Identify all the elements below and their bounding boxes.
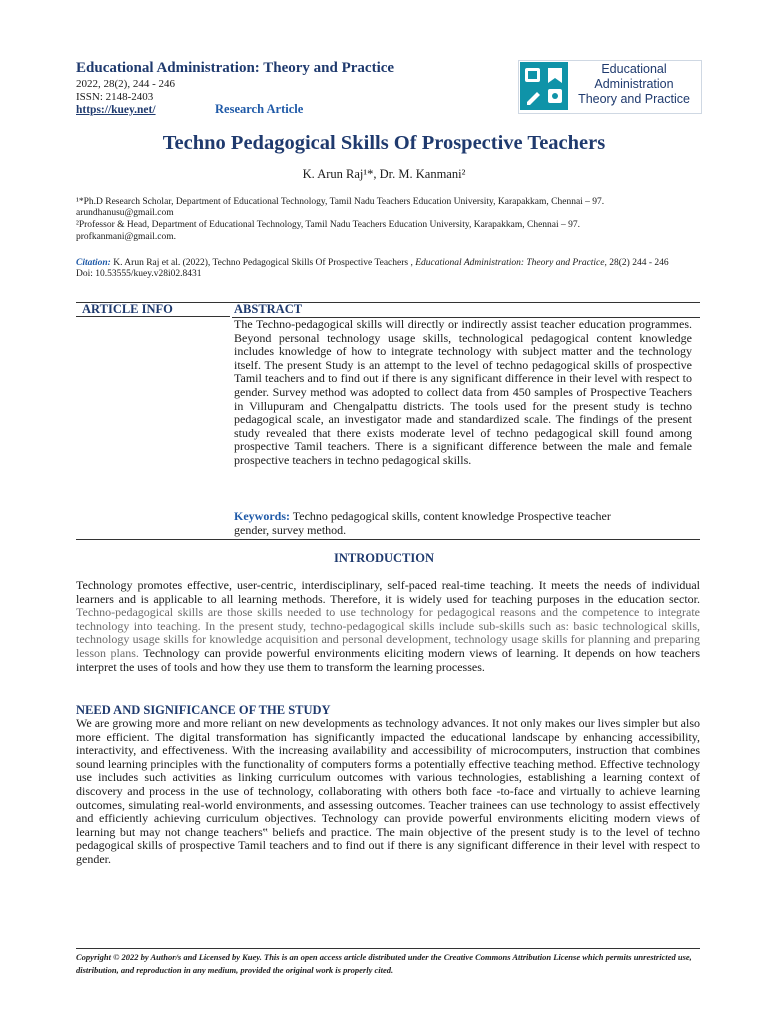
- keywords-block: [234, 510, 700, 537]
- citation-volume: , 28(2) 244 - 246: [604, 258, 669, 268]
- introduction-heading: INTRODUCTION: [333, 551, 434, 565]
- intro-text-3: Technology can provide powerful environments eliciting modern views of learning. It depends on how teachers interpret the uses of tools and how they use them to transform the learning processes.: [76, 645, 700, 674]
- journal-title: Educational Administration: Theory and Practice: [76, 60, 395, 76]
- paper-title: Techno Pedagogical Skills Of Prospective Teachers: [162, 132, 606, 154]
- keywords-line-1: Techno pedagogical skills, content knowledge Prospective teacher: [290, 509, 611, 523]
- citation-block: [76, 258, 700, 280]
- logo-text: [572, 62, 696, 107]
- abstract-text: The Techno-pedagogical skills will directly or indirectly assist teacher education programmes. Beyond personal technology usage skills, technological pedagogical content knowledge includes knowledge of how to integrate technology with subject matter and the technology itself. The present Study is an attempt to the level of techno pedagogical skills of prospective Tamil teachers and to find out if there is any significant difference in their level with respect to gender. Survey method was adopted to collect data from 450 samples of Prospective Teachers in Villupuram and Chengalpattu districts. The tools used for the present study is techno pedagogical scale, an investigator made and standardized scale. The findings of the present study revealed that there exists moderate level of techno pedagogical skill found among prospective Tamil teachers. There is a significant difference between the male and female prospective teachers in techno pedagogical skills.: [234, 317, 692, 467]
- logo-icon-grid: [520, 62, 568, 110]
- affiliation-2: ²Professor & Head, Department of Educational Technology, Tamil Nadu Teachers Education University, Karapakkam, Chennai – 97.: [76, 220, 581, 230]
- journal-url-link[interactable]: https://kuey.net/: [76, 104, 156, 116]
- need-significance-heading: NEED AND SIGNIFICANCE OF THE STUDY: [76, 703, 331, 717]
- divider-bottom: [76, 539, 700, 540]
- intro-text-2: Techno-pedagogical skills are those skills needed to use technology for pedagogical reasons and the competence to integrate technology into teaching. In the present study, techno-pedagogical skills include sub-skills such as: basic technological skills, technology usage skills for knowledge acquisition and personal development, technology usage skills for planning and preparing lesson plans.: [76, 605, 700, 660]
- journal-volume: 2022, 28(2), 244 - 246: [76, 78, 175, 90]
- logo-line-1: Educational: [601, 62, 667, 76]
- abstract-heading: ABSTRACT: [234, 302, 303, 316]
- book-icon: [525, 68, 540, 82]
- introduction-paragraph: [76, 579, 700, 674]
- intro-text-1: Technology promotes effective, user-centric, interdisciplinary, self-paced real-time teaching. It meets the needs of individual learners and is applicable to all learning methods. Therefore, it is widely used for teaching purposes in the education sector.: [76, 578, 700, 606]
- citation-doi: Doi: 10.53555/kuey.v28i02.8431: [76, 269, 202, 279]
- article-type-label: Research Article: [215, 102, 304, 116]
- pencil-icon: [527, 92, 540, 105]
- need-significance-paragraph: We are growing more and more reliant on new developments as technology advances. It not only makes our lives simpler but also more efficient. The digital transformation has significantly impacted the educational landscape by enhancing accessibility, interactivity, and effectiveness. With the increasing availability and accessibility of microcomputers, instruction that combines sound learning principles with the functionality of computers forms a potentially effective teaching method. Effective technology use includes such activities as linking curriculum outcomes with various technologies, establishing a learning context of discovery and process in the use of technology, collaborating with others both face -to-face and virtually to achieve learning outcomes, simulating real-world environments, and assessing outcomes. Teacher trainees can use technology to assist effectively and efficiently achieving curriculum objectives. Technology can provide powerful environments eliciting modern views of learning but may not change teachers‟ beliefs and practice. The main objective of the present study is to the level of techno pedagogical skills of prospective Tamil teachers and to find out if there is any significant difference in their level with respect to gender.: [76, 716, 700, 866]
- citation-journal: Educational Administration: Theory and Practice: [415, 258, 605, 268]
- bookmark-icon: [548, 68, 562, 83]
- citation-label: Citation:: [76, 258, 111, 268]
- citation-text: K. Arun Raj et al. (2022), Techno Pedagogical Skills Of Prospective Teachers ,: [110, 258, 416, 268]
- footer-divider: [76, 948, 700, 949]
- author-1-email: arundhanusu@gmail.com: [76, 208, 174, 218]
- article-info-heading: ARTICLE INFO: [82, 302, 173, 316]
- logo-line-2: Administration: [594, 77, 674, 91]
- author-list: K. Arun Raj¹*, Dr. M. Kanmani²: [302, 167, 466, 181]
- journal-issn: ISSN: 2148-2403: [76, 91, 154, 103]
- keywords-label: Keywords:: [234, 509, 290, 523]
- affiliation-1: ¹*Ph.D Research Scholar, Department of Educational Technology, Tamil Nadu Teachers Education University, Karapakkam, Chennai – 97.: [76, 197, 605, 207]
- certificate-icon: [548, 89, 562, 103]
- keywords-line-2: gender, survey method.: [234, 522, 347, 537]
- copyright-footer: Copyright © 2022 by Author/s and Licensed by Kuey. This is an open access article distributed under the Creative Commons Attribution License which permits unrestricted use, distribution, and reproduction in any medium, provided the original work is properly cited.: [76, 952, 692, 975]
- divider-info: [76, 316, 230, 317]
- logo-line-3: Theory and Practice: [578, 92, 690, 106]
- author-2-email: profkanmani@gmail.com.: [76, 232, 177, 242]
